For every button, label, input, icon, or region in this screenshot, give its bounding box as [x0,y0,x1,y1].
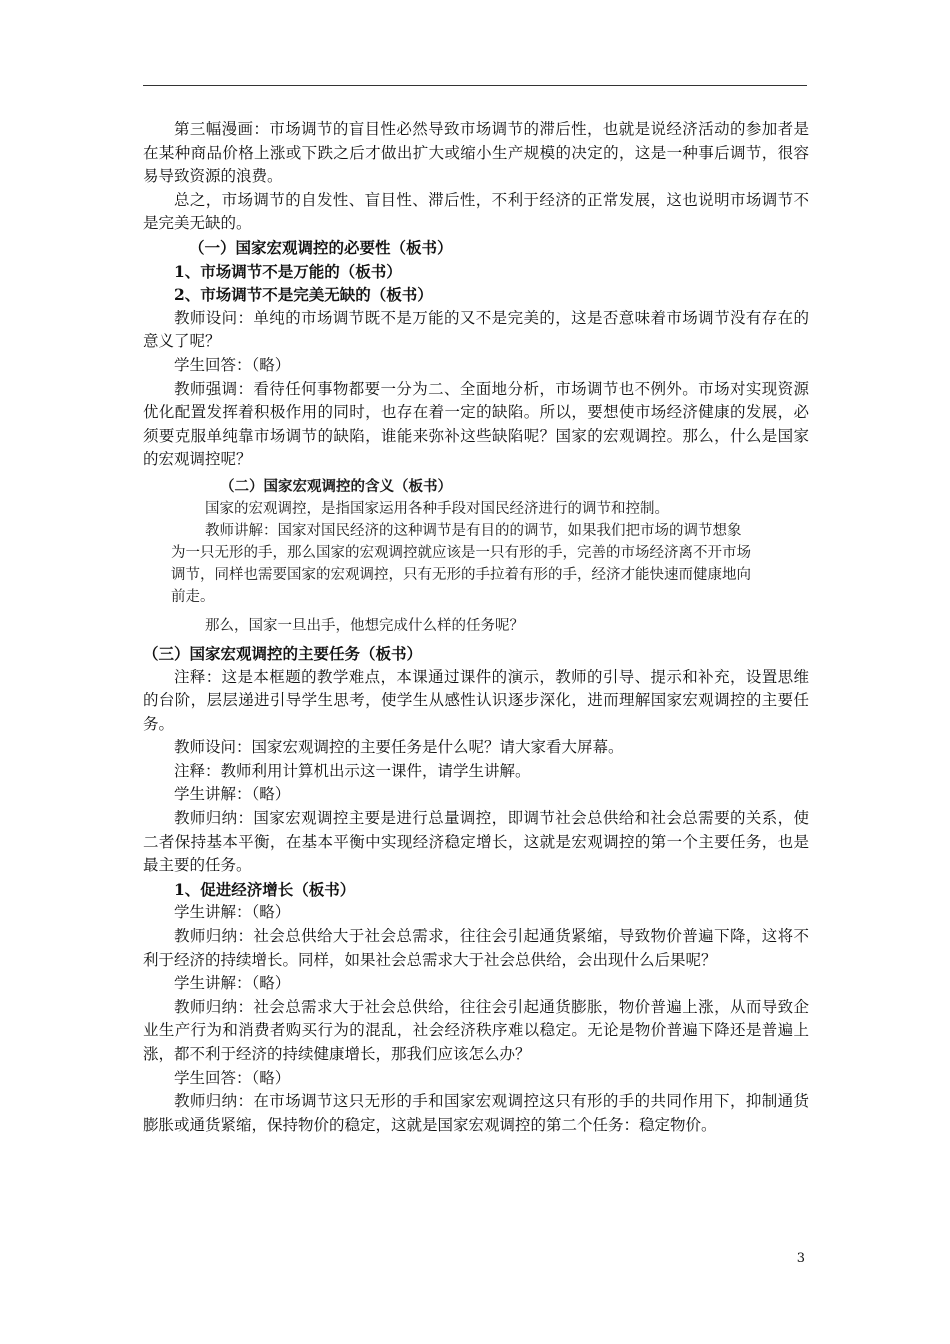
paragraph: 注释：教师利用计算机出示这一课件，请学生讲解。 [174,761,531,780]
header-rule [143,85,807,86]
paragraph: 教师设问：国家宏观调控的主要任务是什么呢？请大家看大屏幕。 [174,738,624,757]
subheading: 1、促进经济增长（板书） [174,879,356,899]
paragraph: 教师归纳：在市场调节这只无形的手和国家宏观调控这只有形的手的共同作用下，抑制通货膨胀或通货紧缩，保持物价的稳定，这就是国家宏观调控的第二个任务：稳定物价。 [143,1092,809,1134]
paragraph: 学生讲解：（略） [174,974,291,993]
paragraph: 教师归纳：国家宏观调控主要是进行总量调控，即调节社会总供给和社会总需要的关系，使二者保持基本平衡，在基本平衡中实现经济稳定增长，这就是宏观调控的第一个主要任务，也是最主要的任务。 [143,809,809,875]
paragraph: 学生回答：（略） [174,1068,291,1087]
paragraph: 教师归纳：社会总供给大于社会总需求，往往会引起通货紧缩，导致物价普遍下降，这将不利于经济的持续增长。同样，如果社会总需求大于社会总供给，会出现什么后果呢？ [143,927,809,969]
scan-line: 调节，同样也需要国家的宏观调控，只有无形的手拉着有形的手，经济才能快速而健康地向 [171,566,751,583]
section-heading: （二）国家宏观调控的含义（板书） [220,478,452,495]
definition-line: 国家的宏观调控，是指国家运用各种手段对国民经济进行的调节和控制。 [205,500,669,517]
scanned-block [143,476,809,637]
paragraph: 第三幅漫画：市场调节的盲目性必然导致市场调节的滞后性，也就是说经济活动的参加者是在某种商品价格上涨或下跌之后才做出扩大或缩小生产规模的决定的，这是一种事后调节，很容易导致资源的浪费。 [143,120,809,186]
paragraph: 学生讲解：（略） [174,903,291,922]
scan-line: 前走。 [171,588,215,605]
paragraph: 教师设问：单纯的市场调节既不是万能的又不是完美的，这是否意味着市场调节没有存在的意义了呢？ [143,308,809,351]
paragraph: 总之，市场调节的自发性、盲目性、滞后性，不利于经济的正常发展，这也说明市场调节不是完美无缺的。 [143,190,809,233]
subheading: 1、市场调节不是万能的（板书） [174,261,402,281]
scan-line: 为一只无形的手，那么国家的宏观调控就应该是一只有形的手，完善的市场经济离不开市场 [171,544,751,561]
section-heading: （一）国家宏观调控的必要性（板书） [189,237,453,257]
paragraph: 学生回答：（略） [174,355,291,374]
paragraph: 教师归纳：社会总需求大于社会总供给，往往会引起通货膨胀，物价普遍上涨，从而导致企业生产行为和消费者购买行为的混乱，社会经济秩序难以稳定。无论是物价普遍下降还是普遍上涨，都不利于经济的持续健康增长，那我们应该怎么办？ [143,997,809,1063]
paragraph: 注释：这是本框题的教学难点，本课通过课件的演示，教师的引导、提示和补充，设置思维的台阶，层层递进引导学生思考，使学生从感性认识逐步深化，进而理解国家宏观调控的主要任务。 [143,667,809,733]
scan-line: 教师讲解：国家对国民经济的这种调节是有目的的调节，如果我们把市场的调节想象 [205,522,742,539]
subheading: 2、市场调节不是完美无缺的（板书） [174,285,433,305]
paragraph: 教师强调：看待任何事物都要一分为二、全面地分析，市场调节也不例外。市场对实现资源优化配置发挥着积极作用的同时，也存在着一定的缺陷。所以，要想使市场经济健康的发展，必须要克服单纯靠市场调节的缺陷，谁能来弥补这些缺陷呢？国家的宏观调控。那么，什么是国家的宏观调控呢？ [143,379,809,469]
page-number: 3 [796,1251,805,1266]
scan-question: 那么，国家一旦出手，他想完成什么样的任务呢？ [205,617,524,634]
document-body [143,118,809,1137]
paragraph: 学生讲解：（略） [174,785,291,804]
section-heading: （三）国家宏观调控的主要任务（板书） [143,643,423,663]
